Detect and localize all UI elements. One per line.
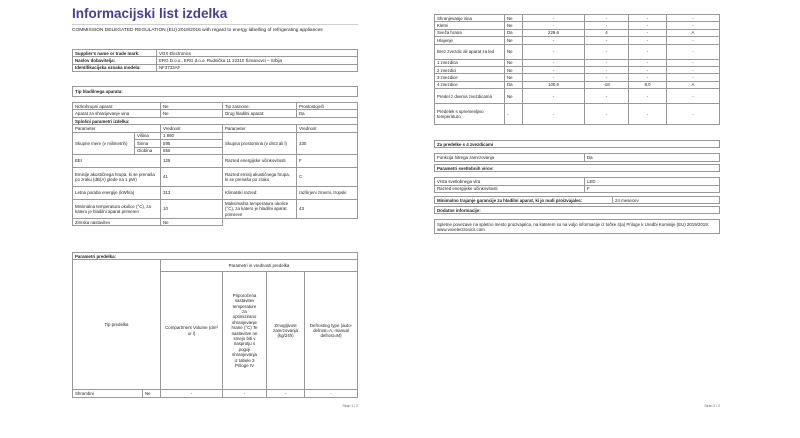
type-cell: Prostostoječi	[297, 103, 358, 110]
light-param-value: F	[585, 185, 720, 192]
compartment-params-header: Parametri in vrednosti predelka	[161, 260, 358, 271]
compartment-volume: 229,6	[523, 29, 585, 36]
compartment-defrost: -	[667, 44, 720, 59]
compartment-present: Ne	[505, 44, 523, 59]
dimension-value: 1 860	[161, 132, 223, 139]
type-row	[73, 103, 358, 110]
compartment-volume-header: Compartment Volume (dm³ or l)	[161, 271, 223, 390]
compartment-volume: -	[523, 22, 585, 29]
address-value: ERG D.o.o., ERG d.o.o. Rudnička 11 22310 Šimanovci – Srbija	[157, 57, 358, 64]
supplier-table	[72, 49, 358, 72]
param-name: Razred energijske učinkovitosti	[223, 155, 297, 168]
compartment-temp: -	[585, 89, 629, 104]
type-cell: Aparat za shranjevanje vina	[73, 110, 161, 117]
empty-cell	[223, 219, 358, 226]
column-header: Parameter	[223, 125, 297, 132]
compartment-temp: -	[223, 390, 267, 397]
compartment-freeze: -	[629, 37, 667, 44]
general-params-table	[72, 117, 358, 226]
compartment-row	[435, 22, 720, 29]
address-row	[73, 57, 358, 64]
compartment-name: 2 zvezdici	[435, 67, 505, 74]
defrost-type-header: Defrosting type (auto-defrost=A, manual defrost=M)	[305, 271, 358, 390]
compartment-table	[72, 252, 358, 398]
compartment-temp: 4	[585, 29, 629, 36]
compartment-row	[435, 37, 720, 44]
compartment-name: Shrambni	[73, 390, 143, 397]
compartment-row	[435, 29, 720, 36]
compartment-temp: -18	[585, 81, 629, 88]
document-page-2	[430, 0, 726, 412]
compartment-name: Brez zvezdic ali aparat za led	[435, 44, 505, 59]
page-title: Informacijski list izdelka	[72, 6, 228, 21]
light-param-name: Vrsta svetlobnega vira	[435, 178, 585, 185]
param-value: F	[297, 155, 358, 168]
compartment-defrost: -	[667, 67, 720, 74]
compartment-freeze: -	[629, 44, 667, 59]
compartment-row	[435, 67, 720, 74]
compartment-defrost: -	[667, 37, 720, 44]
compartment-temp: -	[585, 15, 629, 22]
winter-setting-row	[73, 219, 358, 226]
four-star-table	[434, 140, 720, 162]
light-row	[435, 178, 720, 185]
compartment-present: Ne	[505, 67, 523, 74]
params-row	[73, 155, 358, 168]
param-value: 10	[161, 200, 223, 219]
compartment-header: Parametri predelka:	[73, 253, 358, 260]
params-row	[73, 200, 358, 219]
compartment-defrost: -	[667, 15, 720, 22]
params-row	[73, 168, 358, 187]
compartment-row	[435, 15, 720, 22]
compartment-name: 3 zvezdice	[435, 74, 505, 81]
model-value: NF3733AF	[157, 64, 358, 71]
compartment-defrost: -	[667, 22, 720, 29]
compartment-name: Sveža hrana	[435, 29, 505, 36]
recommended-temp-header: Priporočena nastavitev temperature za optimizirano shranjevanje hrane (°C) Te nastavitve ne smejo biti v nasprotju s pogoji shranjevanja iz tabele 3 Priloge IV	[223, 271, 267, 390]
compartment-volume: -	[523, 37, 585, 44]
page-number: Stran 1 / 2	[342, 404, 358, 408]
warranty-value: 24 mesecev	[613, 197, 720, 204]
compartment-volume: 100,6	[523, 81, 585, 88]
document-page-1	[68, 0, 364, 412]
param-name: Klimatski razred:	[223, 187, 297, 200]
param-name: Letna poraba energije (kWh/a)	[73, 187, 161, 200]
warranty-table	[434, 196, 720, 204]
light-source-header: Parametri svetlobnih virov:	[435, 165, 720, 172]
fast-freeze-label: Funkcija hitrega zamrzovanja	[435, 154, 585, 161]
param-value: C	[297, 168, 358, 187]
dimension-value: 650	[161, 147, 223, 154]
compartment-freeze: 8,0	[629, 81, 667, 88]
warranty-row	[435, 197, 720, 204]
dimensions-row	[73, 132, 358, 139]
compartment-name: Shranjevanje vina	[435, 15, 505, 22]
compartment-temp: -	[585, 37, 629, 44]
compartment-type-header: Tip predelka	[73, 260, 161, 390]
compartment-name: Predel z dvema zvezdicama	[435, 89, 505, 104]
dimensions-label: Skupne mere (v milimetrih)	[73, 132, 135, 154]
compartment-temp: -	[585, 74, 629, 81]
winter-setting-value: Ne	[161, 219, 223, 226]
params-column-headers	[73, 125, 358, 132]
fast-freeze-row	[435, 154, 720, 161]
type-header: Tip hladilnega aparata:	[73, 87, 358, 97]
compartment-volume: -	[523, 59, 585, 66]
param-value: 43	[297, 200, 358, 219]
compartment-name: Predelek s spremenljivo temperaturo	[435, 104, 505, 125]
compartment-row	[435, 104, 720, 125]
additional-info-text: Spletne povezave na spletno mesto proizvajalca, na katerem so na voljo informacije iz točke 4(a) Priloge k Uredbi Komisije (EU) 2019/2019: www.voxelectronics.com	[435, 220, 720, 234]
compartment-temp: -	[585, 22, 629, 29]
param-name: Minimalna temperatura okolice (°C), za katero je hladilni aparat primeren	[73, 200, 161, 219]
compartment-freeze: -	[629, 67, 667, 74]
type-cell: Ne	[161, 110, 223, 117]
param-value: 313	[161, 187, 223, 200]
compartment-row	[435, 89, 720, 104]
param-name: Emisije akustičnega hrupa, ki se prenaša po zraku (dB(A) glede na 1 pW)	[73, 168, 161, 187]
params-header: Splošni parametri izdelka:	[73, 118, 358, 125]
compartment-defrost: -	[667, 89, 720, 104]
fast-freeze-value: Da	[585, 154, 720, 161]
dimension-name: Višina	[135, 132, 161, 139]
compartment-freeze: -	[629, 89, 667, 104]
winter-setting-label: Zimska nastavitev	[73, 219, 161, 226]
total-volume-label: Skupna prostornina (v dm3 ali l)	[223, 132, 297, 154]
compartment-row	[435, 59, 720, 66]
compartment-defrost: -	[305, 390, 358, 397]
warranty-label: Minimalno trajanje garancije za hladilni aparat, ki jo nudi proizvajalec:	[435, 197, 613, 204]
compartment-present: Da	[505, 29, 523, 36]
dimension-value: 595	[161, 140, 223, 147]
compartment-row	[435, 74, 720, 81]
compartment-present: -	[505, 104, 523, 125]
type-cell: Ne	[161, 103, 223, 110]
model-row	[73, 64, 358, 71]
compartment-present: Ne	[505, 22, 523, 29]
param-value: razširjeni zmerni, tropski	[297, 187, 358, 200]
compartment-present: Ne	[505, 74, 523, 81]
supplier-row	[73, 50, 358, 57]
compartment-present: Da	[505, 81, 523, 88]
type-cell: Da	[297, 110, 358, 117]
page-number: Stran 2 / 2	[704, 404, 720, 408]
compartment-freeze: -	[629, 22, 667, 29]
supplier-label: Supplier's name or trade mark:	[73, 50, 157, 57]
param-value: 125	[161, 155, 223, 168]
compartment-freeze: -	[629, 104, 667, 125]
supplier-value: VOX Electronics	[157, 50, 358, 57]
type-cell: Drug hladilni aparat:	[223, 110, 297, 117]
compartment-defrost: -	[667, 74, 720, 81]
compartment-name: Hlajenje	[435, 37, 505, 44]
appliance-type-table	[72, 86, 358, 118]
compartment-temp: -	[585, 59, 629, 66]
compartment-volume: -	[523, 104, 585, 125]
compartment-defrost: -	[667, 104, 720, 125]
compartment-row	[73, 390, 358, 397]
compartment-volume: -	[523, 89, 585, 104]
param-name: Razred emisij akustičnega hrupa, ki se prenaša po zraku	[223, 168, 297, 187]
total-volume-value: 330	[297, 132, 358, 154]
param-name: EEI	[73, 155, 161, 168]
compartment-freeze: -	[629, 15, 667, 22]
compartment-temp: -	[585, 104, 629, 125]
compartment-volume: -	[523, 44, 585, 59]
params-row	[73, 187, 358, 200]
compartment-freeze: -	[629, 29, 667, 36]
compartment-name: 1 zvezdica	[435, 59, 505, 66]
type-cell: Nizkohrupni aparat:	[73, 103, 161, 110]
compartment-freeze: -	[629, 59, 667, 66]
compartment-defrost: A	[667, 81, 720, 88]
light-row	[435, 185, 720, 192]
compartment-row	[435, 81, 720, 88]
regulation-subtitle: COMMISSION DELEGATED REGULATION (EU) 2019/2016 with regard to energy labelling of refrigerating appliances	[72, 28, 323, 33]
dimension-name: Širina	[135, 140, 161, 147]
freezing-capacity-header: Zmogljivost zamrzovanja (kg/24h)	[267, 271, 305, 390]
compartment-volume: -	[523, 74, 585, 81]
compartment-table-continued	[434, 14, 720, 125]
light-param-value: LED	[585, 178, 720, 185]
param-name: Maksimalna temperatura okolice (°C), za katero je hladilni aparat primeren	[223, 200, 297, 219]
param-value: 41	[161, 168, 223, 187]
compartment-temp: -	[585, 44, 629, 59]
four-star-header: Za predelke s 4 zvezdicami	[435, 141, 720, 148]
compartment-present: Ne	[505, 15, 523, 22]
compartment-volume: -	[523, 67, 585, 74]
compartment-volume: -	[523, 15, 585, 22]
model-label: Identifikacijska oznaka modela:	[73, 64, 157, 71]
column-header: Vrednost	[161, 125, 223, 132]
light-param-name: Razred energijske učinkovitosti	[435, 185, 585, 192]
compartment-defrost: A	[667, 29, 720, 36]
compartment-present: Ne	[505, 37, 523, 44]
compartment-present: Ne	[505, 89, 523, 104]
compartment-present: Ne	[143, 390, 161, 397]
compartment-freeze: -	[267, 390, 305, 397]
compartment-present: Ne	[505, 59, 523, 66]
compartment-row	[435, 44, 720, 59]
type-cell: Tip zasnove:	[223, 103, 297, 110]
column-header: Parameter	[73, 125, 161, 132]
additional-info-header: Dodatne informacije:	[435, 207, 720, 214]
compartment-name: 4 zvezdice	[435, 81, 505, 88]
title-rule	[72, 24, 358, 25]
light-source-table	[434, 164, 720, 193]
compartment-freeze: -	[629, 74, 667, 81]
compartment-temp: -	[585, 67, 629, 74]
compartment-volume: -	[161, 390, 223, 397]
dimension-name: Globina	[135, 147, 161, 154]
address-label: Naslov dobavitelja:	[73, 57, 157, 64]
additional-info-table	[434, 206, 720, 234]
column-header: Vrednost	[297, 125, 358, 132]
compartment-name: Kletni	[435, 22, 505, 29]
compartment-defrost: -	[667, 59, 720, 66]
